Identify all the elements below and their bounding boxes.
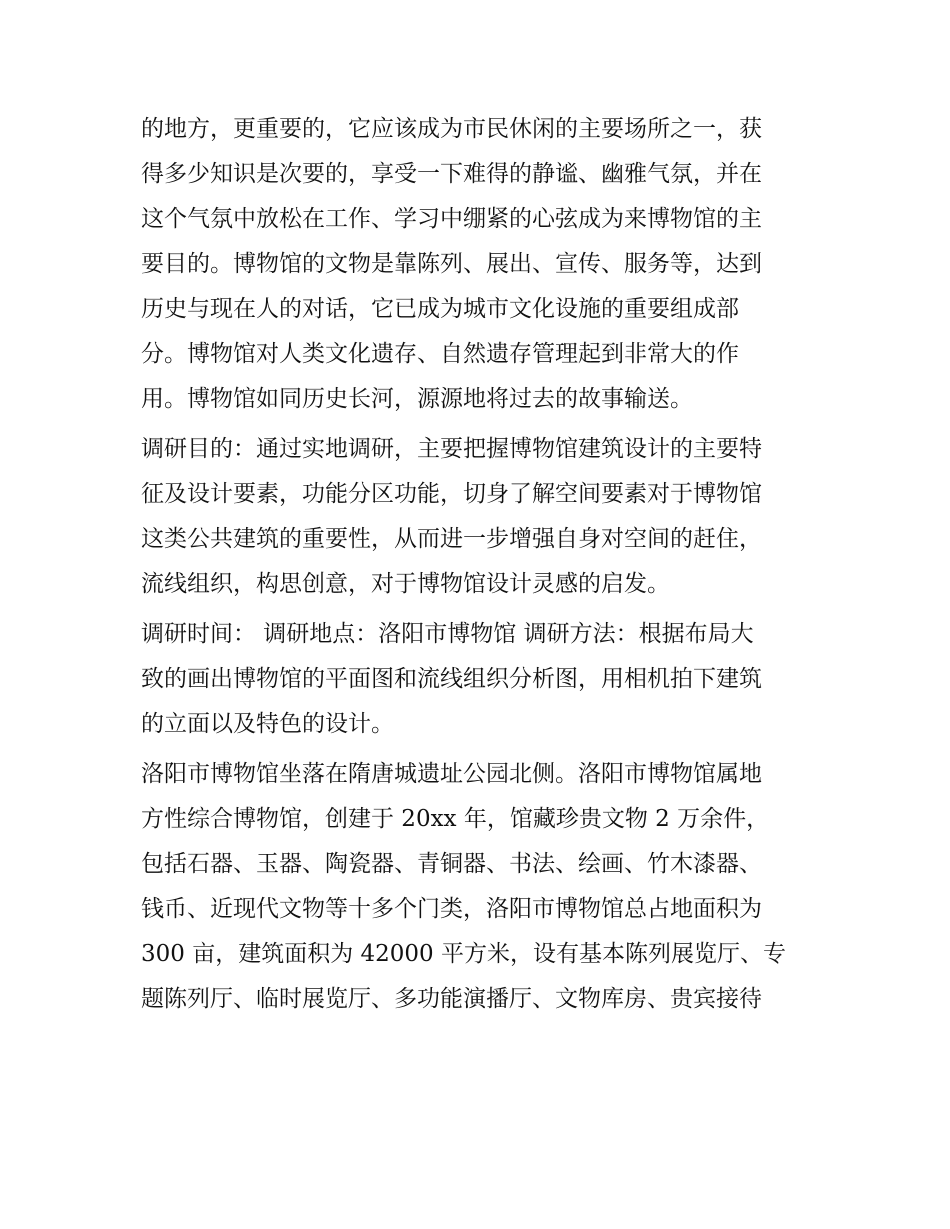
text-line: 包括石器、玉器、陶瓷器、青铜器、书法、绘画、竹木漆器、 [141, 851, 762, 877]
text-line: 征及设计要素，功能分区功能，切身了解空间要素对于博物馆 [141, 481, 762, 507]
paragraph-museum-overview [141, 752, 821, 1022]
text-line: 题陈列厅、临时展览厅、多功能演播厅、文物库房、贵宾接待 [141, 986, 762, 1012]
text-line: 300 亩，建筑面积为 42000 平方米，设有基本陈列展览厅、专 [141, 941, 786, 967]
text-line: 的地方，更重要的，它应该成为市民休闲的主要场所之一，获 [141, 116, 762, 142]
text-line: 流线组织，构思创意，对于博物馆设计灵感的启发。 [141, 571, 670, 597]
text-line: 的立面以及特色的设计。 [141, 711, 394, 737]
text-line: 方性综合博物馆，创建于 20xx 年，馆藏珍贵文物 2 万余件， [141, 806, 770, 832]
paragraph-intro [141, 107, 821, 422]
text-line: 这个气氛中放松在工作、学习中绷紧的心弦成为来博物馆的主 [141, 206, 762, 232]
text-line: 洛阳市博物馆坐落在隋唐城遗址公园北侧。洛阳市博物馆属地 [141, 761, 762, 787]
document-body [141, 107, 821, 1022]
text-line: 得多少知识是次要的，享受一下难得的静谧、幽雅气氛，并在 [141, 161, 762, 187]
paragraph-time-place-method [141, 612, 821, 747]
paragraph-purpose [141, 427, 821, 607]
text-line: 这类公共建筑的重要性，从而进一步增强自身对空间的赶住， [141, 526, 762, 552]
text-line: 致的画出博物馆的平面图和流线组织分析图，用相机拍下建筑 [141, 666, 762, 692]
text-line: 用。博物馆如同历史长河，源源地将过去的故事输送。 [141, 386, 693, 412]
text-line: 要目的。博物馆的文物是靠陈列、展出、宣传、服务等，达到 [141, 251, 762, 277]
text-line: 历史与现在人的对话，它已成为城市文化设施的重要组成部 [141, 296, 739, 322]
text-line: 分。博物馆对人类文化遗存、自然遗存管理起到非常大的作 [141, 341, 739, 367]
text-line: 钱币、近现代文物等十多个门类，洛阳市博物馆总占地面积为 [141, 896, 762, 922]
text-line: 调研目的：通过实地调研，主要把握博物馆建筑设计的主要特 [141, 436, 762, 462]
text-line: 调研时间： 调研地点：洛阳市博物馆 调研方法：根据布局大 [141, 621, 754, 647]
